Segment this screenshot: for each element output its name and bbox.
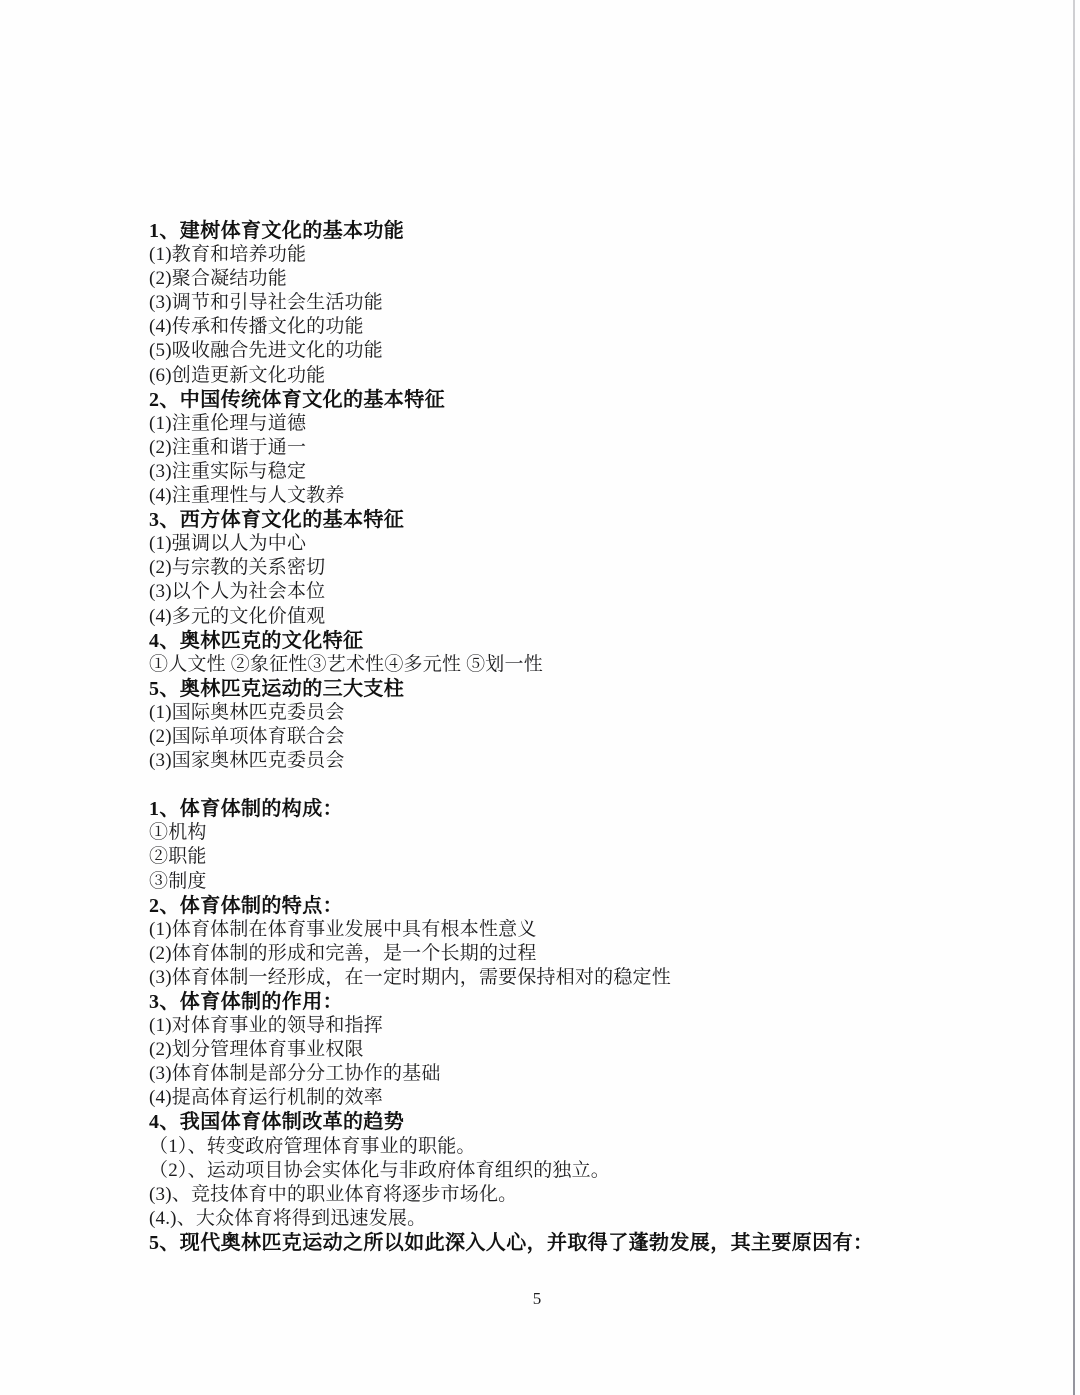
heading-line: 3、体育体制的作用： <box>149 991 343 1013</box>
heading-line: 2、中国传统体育文化的基本特征 <box>149 388 445 411</box>
body-line: (3)体育体制是部分分工协作的基础 <box>149 1063 441 1085</box>
body-line: ③制度 <box>149 870 207 892</box>
body-line: （1）、转变政府管理体育事业的职能。 <box>149 1135 476 1157</box>
body-line: (2)与宗教的关系密切 <box>149 557 326 579</box>
body-line: (3)体育体制一经形成，在一定时期内，需要保持相对的稳定性 <box>149 966 671 988</box>
body-line: (3)、竞技体育中的职业体育将逐步市场化。 <box>149 1183 518 1205</box>
body-line: (3)注重实际与稳定 <box>149 460 307 482</box>
document-section <box>149 797 1029 1255</box>
heading-line: 4、奥林匹克的文化特征 <box>149 629 364 652</box>
body-line: （2）、运动项目协会实体化与非政府体育组织的独立。 <box>149 1159 611 1181</box>
body-line: ②职能 <box>149 846 207 868</box>
body-line: (4)多元的文化价值观 <box>149 605 326 627</box>
body-line: ①人文性 ②象征性③艺术性④多元性 ⑤划一性 <box>149 653 543 675</box>
body-line: (1)强调以人为中心 <box>149 533 307 555</box>
body-line: (1)对体育事业的领导和指挥 <box>149 1015 383 1037</box>
body-line: (1)体育体制在体育事业发展中具有根本性意义 <box>149 918 537 940</box>
heading-line: 2、体育体制的特点： <box>149 894 343 917</box>
body-line: (6)创造更新文化功能 <box>149 364 326 386</box>
body-line: (3)国家奥林匹克委员会 <box>149 750 345 772</box>
body-line: (2)国际单项体育联合会 <box>149 725 345 747</box>
heading-line: 3、西方体育文化的基本特征 <box>149 509 405 532</box>
heading-line: 1、体育体制的构成： <box>149 798 343 821</box>
body-line: (2)划分管理体育事业权限 <box>149 1039 364 1061</box>
heading-line: 1、建树体育文化的基本功能 <box>149 220 405 242</box>
body-line: (5)吸收融合先进文化的功能 <box>149 340 383 362</box>
body-line: (3)调节和引导社会生活功能 <box>149 292 383 314</box>
body-line: (1)注重伦理与道德 <box>149 412 307 434</box>
body-line: (1)国际奥林匹克委员会 <box>149 701 345 723</box>
body-line: ①机构 <box>149 822 207 844</box>
body-line: (2)体育体制的形成和完善，是一个长期的过程 <box>149 942 537 964</box>
body-line: (1)教育和培养功能 <box>149 244 307 266</box>
heading-line: 5、奥林匹克运动的三大支柱 <box>149 677 405 700</box>
document-body <box>149 219 1029 1255</box>
body-line: (4)传承和传播文化的功能 <box>149 316 364 338</box>
body-line: (4.)、大众体育将得到迅速发展。 <box>149 1207 427 1229</box>
scan-edge-line <box>1073 0 1075 1395</box>
heading-line: 4、我国体育体制改革的趋势 <box>149 1111 405 1134</box>
body-line: (2)注重和谐于通一 <box>149 436 307 458</box>
document-section <box>149 219 1029 773</box>
body-line: (2)聚合凝结功能 <box>149 268 287 290</box>
body-line: (3)以个人为社会本位 <box>149 581 326 603</box>
body-line: (4)注重理性与人文教养 <box>149 485 345 507</box>
heading-line: 5、现代奥林匹克运动之所以如此深入人心，并取得了蓬勃发展，其主要原因有： <box>149 1231 874 1254</box>
page-number: 5 <box>532 1289 542 1308</box>
body-line: (4)提高体育运行机制的效率 <box>149 1087 383 1109</box>
